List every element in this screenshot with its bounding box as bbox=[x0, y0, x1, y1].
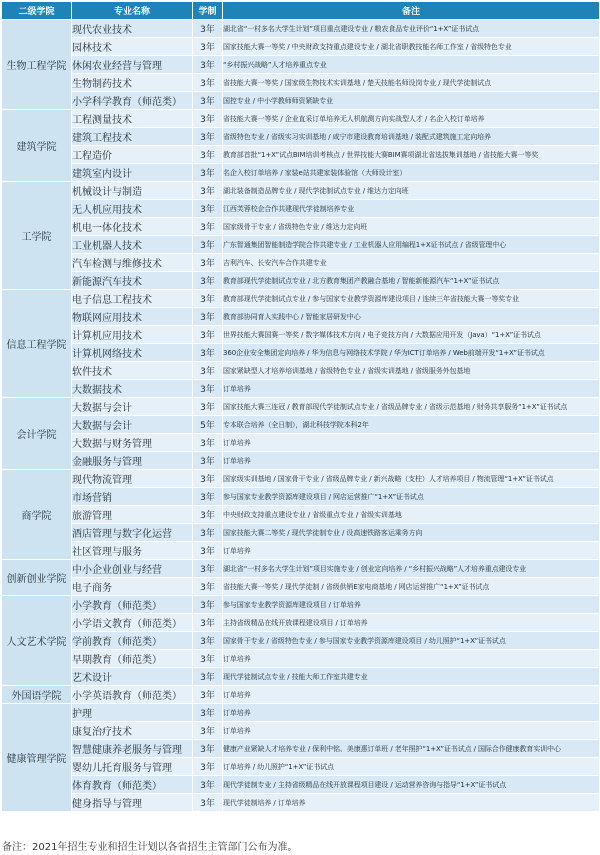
duration-cell: 3年 bbox=[193, 218, 223, 236]
header-note: 备注 bbox=[223, 2, 600, 20]
major-cell: 大数据技术 bbox=[72, 380, 193, 398]
table-row bbox=[2, 704, 600, 722]
duration-cell: 5年 bbox=[193, 416, 223, 434]
header-college: 二级学院 bbox=[2, 2, 72, 20]
note-cell: 教育部首批“1+X”试点BIM培训考核点 / 世界技能大赛BIM赛项湖北省选拔集训基地 / 省技能大赛一等奖 bbox=[223, 146, 600, 164]
note-cell: 订单培养 bbox=[223, 380, 600, 398]
duration-cell: 3年 bbox=[193, 326, 223, 344]
duration-cell: 3年 bbox=[193, 308, 223, 326]
table-row bbox=[2, 146, 600, 164]
college-cell: 创新创业学院 bbox=[2, 560, 72, 596]
table-row bbox=[2, 758, 600, 776]
table-row bbox=[2, 650, 600, 668]
table-row bbox=[2, 578, 600, 596]
note-cell: 订单培养 bbox=[223, 650, 600, 668]
major-cell: 小学教育（师范类） bbox=[72, 596, 193, 614]
major-cell: 无人机应用技术 bbox=[72, 200, 193, 218]
note-cell: 省技能大赛一等奖 / 国家级生物技术实训基地 / 楚天技能名师设岗专业 / 现代学徒制试点 bbox=[223, 74, 600, 92]
table-body bbox=[2, 20, 600, 812]
note-cell: 国家级骨干专业 / 省级特色专业 / 维达力定向班 bbox=[223, 218, 600, 236]
major-cell: 康复治疗技术 bbox=[72, 722, 193, 740]
duration-cell: 3年 bbox=[193, 254, 223, 272]
duration-cell: 3年 bbox=[193, 272, 223, 290]
major-cell: 机电一体化技术 bbox=[72, 218, 193, 236]
duration-cell: 3年 bbox=[193, 362, 223, 380]
duration-cell: 3年 bbox=[193, 650, 223, 668]
footnote: 备注：2021年招生专业和招生计划以各省招生主管部门公布为准。 bbox=[2, 842, 298, 853]
duration-cell: 3年 bbox=[193, 74, 223, 92]
duration-cell: 3年 bbox=[193, 614, 223, 632]
duration-cell: 3年 bbox=[193, 38, 223, 56]
duration-cell: 3年 bbox=[193, 380, 223, 398]
major-cell: 健身指导与管理 bbox=[72, 794, 193, 812]
note-cell: 专本联合培养（全日制），湖北科技学院本科2年 bbox=[223, 416, 600, 434]
note-cell: 中央财政支持重点建设专业 / 省级重点专业 / 省级实训基地 bbox=[223, 506, 600, 524]
major-cell: 社区管理与服务 bbox=[72, 542, 193, 560]
duration-cell: 3年 bbox=[193, 398, 223, 416]
note-cell: 参与国家专业教学资源库建设项目 / 网店运营推广“1+X”证书试点 bbox=[223, 488, 600, 506]
duration-cell: 3年 bbox=[193, 578, 223, 596]
table-row bbox=[2, 524, 600, 542]
college-cell: 建筑学院 bbox=[2, 110, 72, 182]
duration-cell: 3年 bbox=[193, 722, 223, 740]
note-cell: 省技能大赛一等奖 / 现代学徒制 / 省级供销E家电商基地 / 网店运营推广“1+X”证书试点 bbox=[223, 578, 600, 596]
major-cell: 电子商务 bbox=[72, 578, 193, 596]
note-cell: 现代学徒制专业 / 主持省级精品在线开放课程项目建设 / 运动营养咨询与指导“1+X”证书试点 bbox=[223, 776, 600, 794]
note-cell: 江西芙蓉校企合作共建现代学徒制培养专业 bbox=[223, 200, 600, 218]
major-cell: 电子信息工程技术 bbox=[72, 290, 193, 308]
table-row bbox=[2, 128, 600, 146]
table-row bbox=[2, 326, 600, 344]
note-cell: 国家技能大赛三连冠 / 教育部现代学徒制试点专业 / 省级品牌专业 / 省级示范基地 / 财务共享服务“1+X”证书试点 bbox=[223, 398, 600, 416]
table-row bbox=[2, 542, 600, 560]
duration-cell: 3年 bbox=[193, 344, 223, 362]
table-row bbox=[2, 740, 600, 758]
table-row bbox=[2, 722, 600, 740]
duration-cell: 3年 bbox=[193, 182, 223, 200]
note-cell: 湖北省“一村多名大学生计划”项目实施专业 / 创业定向培养 / “乡村振兴战略”人才培养重点建设专业 bbox=[223, 560, 600, 578]
note-cell: 名企入校订单培养 / 家装e站共建家装体验馆（大师设计室） bbox=[223, 164, 600, 182]
note-cell: 订单培养 bbox=[223, 704, 600, 722]
major-cell: 市场营销 bbox=[72, 488, 193, 506]
note-cell: 主持省级精品在线开放课程建设项目 / 订单培养 bbox=[223, 614, 600, 632]
majors-table bbox=[1, 1, 600, 812]
note-cell: 广东智通集团智能制造学院合作共建专业 / 工业机器人应用编程1+X证书试点 / 省级管理中心 bbox=[223, 236, 600, 254]
major-cell: 艺术设计 bbox=[72, 668, 193, 686]
major-cell: 现代农业技术 bbox=[72, 20, 193, 38]
duration-cell: 3年 bbox=[193, 452, 223, 470]
table-row bbox=[2, 110, 600, 128]
table-row bbox=[2, 434, 600, 452]
duration-cell: 3年 bbox=[193, 506, 223, 524]
duration-cell: 3年 bbox=[193, 92, 223, 110]
major-cell: 小学科学教育（师范类） bbox=[72, 92, 193, 110]
major-cell: 大数据与会计 bbox=[72, 398, 193, 416]
major-cell: 旅游管理 bbox=[72, 506, 193, 524]
major-cell: 小学语文教育（师范类） bbox=[72, 614, 193, 632]
table-row bbox=[2, 506, 600, 524]
table-row bbox=[2, 200, 600, 218]
duration-cell: 3年 bbox=[193, 488, 223, 506]
major-cell: 工程造价 bbox=[72, 146, 193, 164]
duration-cell: 3年 bbox=[193, 704, 223, 722]
table-row bbox=[2, 596, 600, 614]
table-row bbox=[2, 380, 600, 398]
duration-cell: 3年 bbox=[193, 794, 223, 812]
duration-cell: 3年 bbox=[193, 668, 223, 686]
major-cell: 计算机应用技术 bbox=[72, 326, 193, 344]
duration-cell: 3年 bbox=[193, 164, 223, 182]
major-cell: 体育教育（师范类） bbox=[72, 776, 193, 794]
note-cell: 国家骨干专业 / 省级特色专业 / 参与国家专业教学资源库建设项目 / 幼儿照护“1+X”证书试点 bbox=[223, 632, 600, 650]
table-row bbox=[2, 344, 600, 362]
note-cell: 订单培养 bbox=[223, 542, 600, 560]
table-row bbox=[2, 632, 600, 650]
note-cell: 订单培养 bbox=[223, 452, 600, 470]
major-cell: 计算机网络技术 bbox=[72, 344, 193, 362]
table-row bbox=[2, 92, 600, 110]
table-row bbox=[2, 776, 600, 794]
duration-cell: 3年 bbox=[193, 110, 223, 128]
table-row bbox=[2, 74, 600, 92]
table-row bbox=[2, 272, 600, 290]
note-cell: 健康产业紧缺人才培养专业 / 保利中铭、美康惠订单班 / 老年照护“1+X”证书试点 / 国际合作健康教育实训中心 bbox=[223, 740, 600, 758]
note-cell: 现代学徒制试点专业 / 技能大师工作室共建专业 bbox=[223, 668, 600, 686]
table-row bbox=[2, 470, 600, 488]
header-major: 专业名称 bbox=[72, 2, 193, 20]
major-cell: 工程测量技术 bbox=[72, 110, 193, 128]
note-cell: 湖北省“一村多名大学生计划”项目重点建设专业 / 粮农食品专业评价“1+X”证书试点 bbox=[223, 20, 600, 38]
major-cell: 智慧健康养老服务与管理 bbox=[72, 740, 193, 758]
note-cell: 教育部协同育人实践中心 / 智能家居研发中心 bbox=[223, 308, 600, 326]
major-cell: 休闲农业经营与管理 bbox=[72, 56, 193, 74]
table-row bbox=[2, 362, 600, 380]
table-header-row bbox=[2, 2, 600, 20]
table-row bbox=[2, 56, 600, 74]
note-cell: 省级特色专业 / 省级实习实训基地 / 咸宁市建设教育培训基地 / 装配式建筑施工定向培养 bbox=[223, 128, 600, 146]
table-row bbox=[2, 668, 600, 686]
major-cell: 酒店管理与数字化运营 bbox=[72, 524, 193, 542]
table-row bbox=[2, 218, 600, 236]
major-cell: 汽车检测与维修技术 bbox=[72, 254, 193, 272]
college-cell: 人文艺术学院 bbox=[2, 596, 72, 686]
major-cell: 学前教育（师范类） bbox=[72, 632, 193, 650]
college-cell: 健康管理学院 bbox=[2, 704, 72, 812]
duration-cell: 3年 bbox=[193, 776, 223, 794]
table-row bbox=[2, 164, 600, 182]
note-cell: 国控专业 / 中小学教师师资紧缺专业 bbox=[223, 92, 600, 110]
note-cell: 国家技能大赛二等奖 / 现代学徒制专业 / 设高速铁路客运乘务方向 bbox=[223, 524, 600, 542]
duration-cell: 3年 bbox=[193, 290, 223, 308]
duration-cell: 3年 bbox=[193, 434, 223, 452]
college-cell: 外国语学院 bbox=[2, 686, 72, 704]
note-cell: 世界技能大赛国赛一等奖 / 数字媒体技术方向 / 电子竞技方向 / 大数据应用开发（Java）“1+X”证书试点 bbox=[223, 326, 600, 344]
table-row bbox=[2, 794, 600, 812]
table-row bbox=[2, 452, 600, 470]
note-cell: 参与国家专业教学资源库建设项目 / 订单培养 bbox=[223, 596, 600, 614]
college-cell: 生物工程学院 bbox=[2, 20, 72, 110]
major-cell: 大数据与会计 bbox=[72, 416, 193, 434]
major-cell: 建筑工程技术 bbox=[72, 128, 193, 146]
note-cell: 教育部现代学徒制试点专业 / 北方教育集团产教融合基地 / 智能新能源汽车“1+X”证书试点 bbox=[223, 272, 600, 290]
duration-cell: 3年 bbox=[193, 128, 223, 146]
table-row bbox=[2, 236, 600, 254]
major-cell: 护理 bbox=[72, 704, 193, 722]
note-cell: 订单培养 bbox=[223, 434, 600, 452]
table-row bbox=[2, 416, 600, 434]
major-cell: 早期教育（师范类） bbox=[72, 650, 193, 668]
table-row bbox=[2, 308, 600, 326]
note-cell: 湖北装备制造品牌专业 / 现代学徒制试点专业 / 维达力定向班 bbox=[223, 182, 600, 200]
major-cell: 工业机器人技术 bbox=[72, 236, 193, 254]
major-cell: 大数据与财务管理 bbox=[72, 434, 193, 452]
note-cell: 教育部现代学徒制试点专业 / 参与国家专业教学资源库建设项目 / 连续三年省技能大赛一等奖专业 bbox=[223, 290, 600, 308]
major-cell: 金融服务与管理 bbox=[72, 452, 193, 470]
college-cell: 商学院 bbox=[2, 470, 72, 560]
duration-cell: 3年 bbox=[193, 146, 223, 164]
duration-cell: 3年 bbox=[193, 740, 223, 758]
note-cell: 订单培养 bbox=[223, 686, 600, 704]
header-duration: 学制 bbox=[193, 2, 223, 20]
major-cell: 生物制药技术 bbox=[72, 74, 193, 92]
major-cell: 软件技术 bbox=[72, 362, 193, 380]
table-row bbox=[2, 686, 600, 704]
major-cell: 物联网应用技术 bbox=[72, 308, 193, 326]
table-row bbox=[2, 182, 600, 200]
duration-cell: 3年 bbox=[193, 560, 223, 578]
note-cell: 国家紧缺型人才培养培训基地 / 省级特色专业 / 省级实训基地 / 省级服务外包基地 bbox=[223, 362, 600, 380]
note-cell: 订单培养 / 幼儿照护“1+X”证书试点 bbox=[223, 758, 600, 776]
major-cell: 机械设计与制造 bbox=[72, 182, 193, 200]
major-cell: 新能源汽车技术 bbox=[72, 272, 193, 290]
duration-cell: 3年 bbox=[193, 632, 223, 650]
major-cell: 婴幼儿托育服务与管理 bbox=[72, 758, 193, 776]
note-cell: 360企业安全集团定向培养 / 华为信息与网络技术学院 / 华为ICT订单培养 / Web前端开发“1+X”证书试点 bbox=[223, 344, 600, 362]
duration-cell: 3年 bbox=[193, 596, 223, 614]
duration-cell: 3年 bbox=[193, 758, 223, 776]
note-cell: 吉利汽车、长安汽车合作共建专业 bbox=[223, 254, 600, 272]
major-cell: 小学英语教育（师范类） bbox=[72, 686, 193, 704]
table-row bbox=[2, 20, 600, 38]
note-cell: 订单培养 bbox=[223, 722, 600, 740]
duration-cell: 3年 bbox=[193, 542, 223, 560]
duration-cell: 3年 bbox=[193, 200, 223, 218]
major-cell: 现代物流管理 bbox=[72, 470, 193, 488]
major-cell: 园林技术 bbox=[72, 38, 193, 56]
note-cell: 国家技能大赛一等奖 / 中央财政支持重点建设专业 / 湖北省职教技能名师工作室 / 省级特色专业 bbox=[223, 38, 600, 56]
table-row bbox=[2, 290, 600, 308]
table-row bbox=[2, 560, 600, 578]
duration-cell: 3年 bbox=[193, 686, 223, 704]
table-row bbox=[2, 398, 600, 416]
college-cell: 会计学院 bbox=[2, 398, 72, 470]
college-cell: 工学院 bbox=[2, 182, 72, 290]
table-row bbox=[2, 614, 600, 632]
table-row bbox=[2, 254, 600, 272]
note-cell: 国家级实训基地 / 国家骨干专业 / 省级品牌专业 / 新兴战略（支柱）人才培养项目 / 物流管理“1+X”证书试点 bbox=[223, 470, 600, 488]
note-cell: 现代学徒制培养 / 订单培养 bbox=[223, 794, 600, 812]
note-cell: 省技能大赛一等奖 / 企业直采订单培养无人机航测方向实战型人才 / 名企入校订单培养 bbox=[223, 110, 600, 128]
duration-cell: 3年 bbox=[193, 470, 223, 488]
note-cell: “乡村振兴战略”人才培养重点专业 bbox=[223, 56, 600, 74]
duration-cell: 3年 bbox=[193, 20, 223, 38]
table-row bbox=[2, 488, 600, 506]
duration-cell: 3年 bbox=[193, 56, 223, 74]
college-cell: 信息工程学院 bbox=[2, 290, 72, 398]
duration-cell: 3年 bbox=[193, 524, 223, 542]
duration-cell: 3年 bbox=[193, 236, 223, 254]
major-cell: 建筑室内设计 bbox=[72, 164, 193, 182]
table-row bbox=[2, 38, 600, 56]
major-cell: 中小企业创业与经营 bbox=[72, 560, 193, 578]
